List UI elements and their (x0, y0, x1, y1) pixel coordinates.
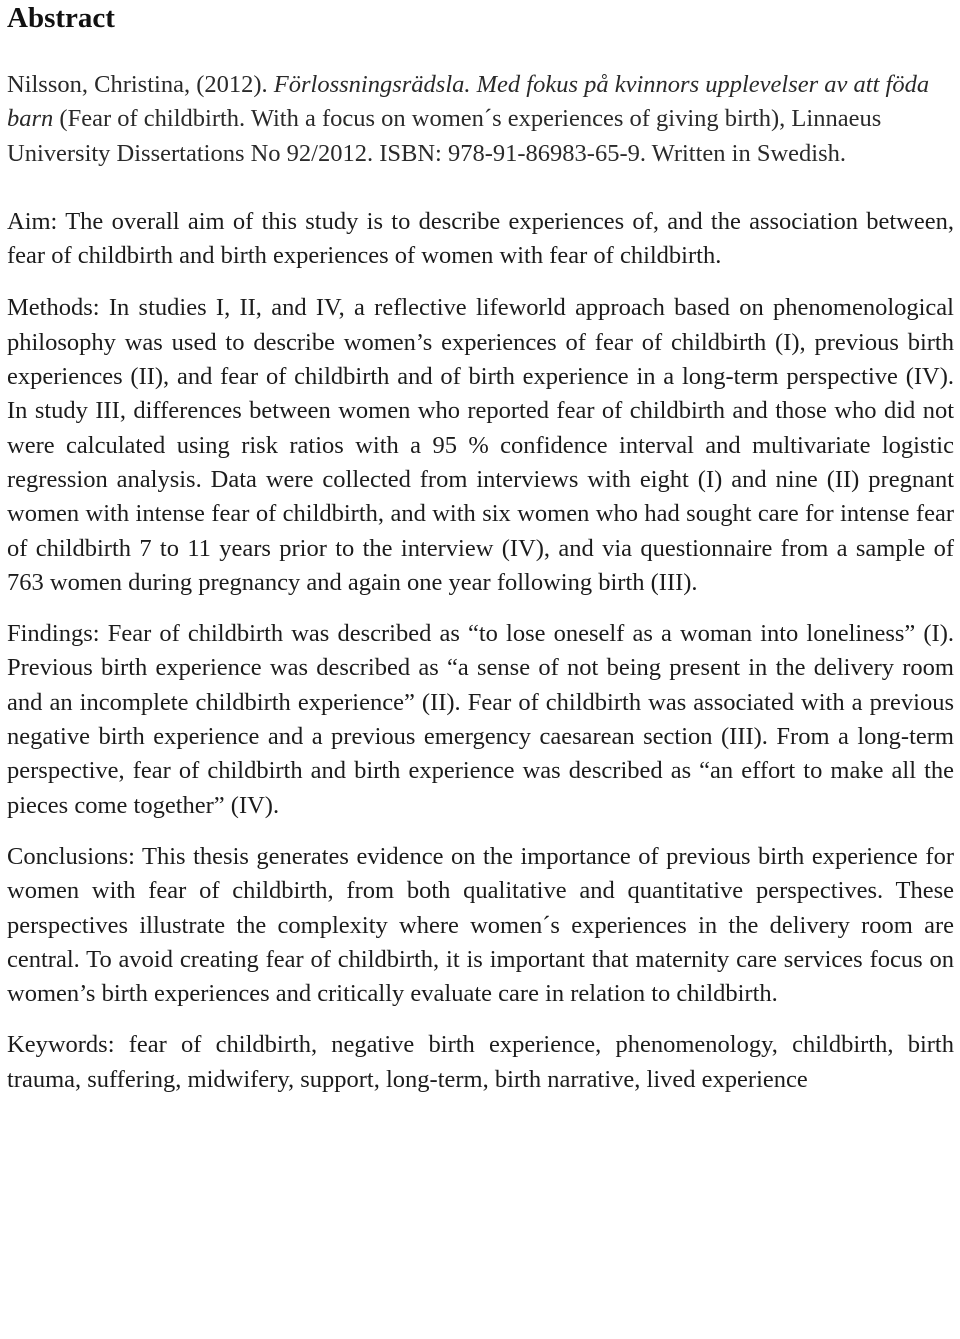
citation-paragraph (7, 68, 954, 171)
methods-paragraph: Methods: In studies I, II, and IV, a reflective lifeworld approach based on phenomenological philosophy was used to describe women’s experiences of fear of childbirth (I), previous birth experiences (II), and fear of childbirth and of birth experience in a long-term perspective (IV). In study III, differences between women who reported fear of childbirth and those who did not were calculated using risk ratios with a 95 % confidence interval and multivariate logistic regression analysis. Data were collected from interviews with eight (I) and nine (II) pregnant women with intense fear of childbirth, and with six women who had sought care for intense fear of childbirth 7 to 11 years prior to the interview (IV), and via questionnaire from a sample of 763 women during pregnancy and again one year following birth (III). (7, 294, 954, 596)
abstract-heading: Abstract (7, 2, 115, 34)
keywords-paragraph: Keywords: fear of childbirth, negative birth experience, phenomenology, childbirth, birth trauma, suffering, midwifery, support, long-term, birth narrative, lived experience (7, 1031, 954, 1093)
citation-author-year: Nilsson, Christina, (2012). (7, 71, 274, 98)
findings-paragraph: Findings: Fear of childbirth was described as “to lose oneself as a woman into loneliness” (I). Previous birth experience was described as “a sense of not being present in the delivery room and an incomplete childbirth experience” (II). Fear of childbirth was associated with a previous negative birth experience and a previous emergency caesarean section (III). From a long-term perspective, fear of childbirth and birth experience was described as “an effort to make all the pieces come together” (IV). (7, 620, 954, 819)
conclusions-paragraph: Conclusions: This thesis generates evidence on the importance of previous birth experience for women with fear of childbirth, from both qualitative and quantitative perspectives. These perspectives illustrate the complexity where women´s experiences in the delivery room are central. To avoid creating fear of childbirth, it is important that maternity care services focus on women’s birth experiences and critically evaluate care in relation to childbirth. (7, 842, 954, 1008)
citation-title: Förlossningsrädsla. Med fokus på kvinnors upplevelser av att föda barn (7, 71, 930, 133)
abstract-page (7, 0, 954, 1097)
citation-details: (Fear of childbirth. With a focus on women´s experiences of giving birth), Linnaeus University Dissertations No 92/2012. ISBN: 978-91-86983-65-9. Written in Swedish. (7, 105, 882, 167)
aim-paragraph: Aim: The overall aim of this study is to describe experiences of, and the association between, fear of childbirth and birth experiences of women with fear of childbirth. (7, 207, 954, 270)
